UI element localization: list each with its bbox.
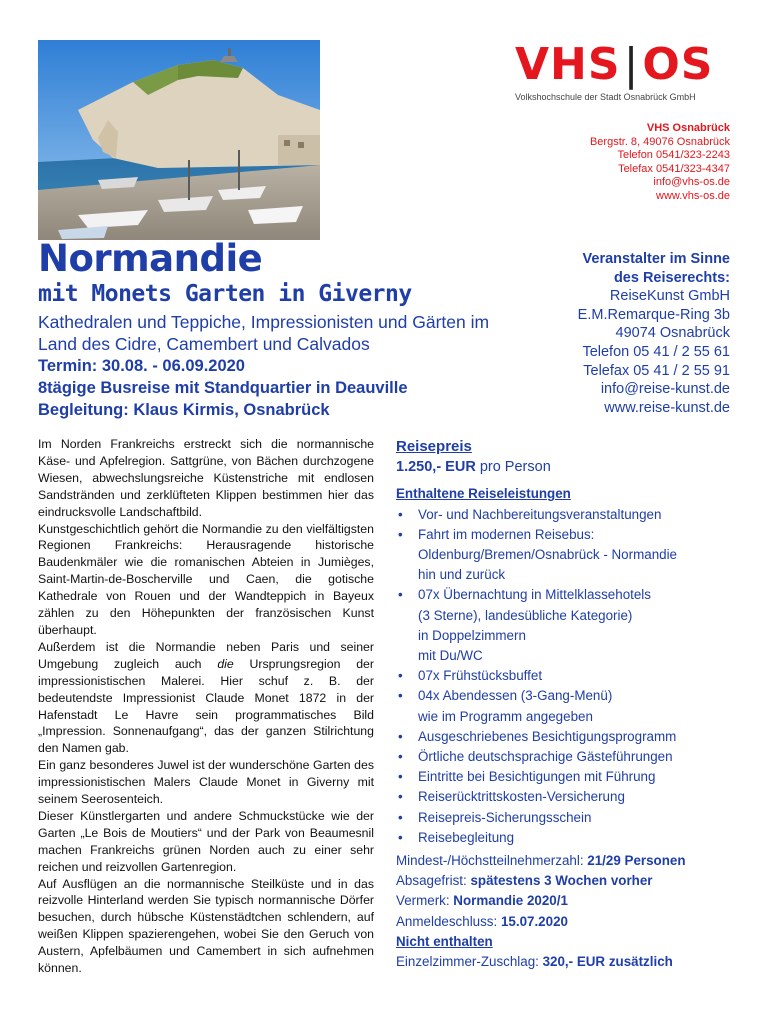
trip-guide: Begleitung: Klaus Kirmis, Osnabrück (38, 401, 330, 419)
participants-line: Mindest-/Höchstteilnehmerzahl: 21/29 Personen (396, 853, 686, 869)
included-item-line: • Reisepreis-Sicherungsschein (418, 809, 592, 825)
price-heading: Reisepreis (396, 438, 472, 455)
trip-date: Termin: 30.08. - 06.09.2020 (38, 357, 245, 375)
included-item-line: • Reiserücktrittskosten-Versicherung (418, 789, 625, 805)
organizer-fax: Telefax 05 41 / 2 55 91 (583, 362, 730, 379)
included-item (396, 585, 736, 666)
organizer-street: E.M.Remarque-Ring 3b (577, 306, 730, 323)
trip-facts (38, 355, 408, 421)
organizer-name: ReiseKunst GmbH (609, 288, 730, 305)
included-item (396, 787, 736, 807)
description-paragraph: Im Norden Frankreichs erstreckt sich die normannische Käse- und Apfelregion. Sattgrüne, von Bächen durchzogene Wiesen, abwechslungsreiche Küstenstriche mit endlosen Sandstränden und zerklüfteten Klippen bestimmen hier das eindrucksvolle Landschaftbild. (38, 437, 374, 519)
note-line: Vermerk: Normandie 2020/1 (396, 893, 568, 909)
included-item (396, 767, 736, 787)
description-paragraph: Außerdem ist die Normandie neben Paris und seiner Umgebung zugleich auch die Ursprungsregion der impressionistischen Malerei. Hier schuf z. B. der bedeutendste Impressionist Claude Monet 1872 in der Hafenstadt Le Havre sein programmatisches Bild „Impression. Sonnenaufgang“, das der ganzen Stilrichtung den Namen gab. (38, 639, 374, 756)
not-included-heading: Nicht enthalten (396, 933, 493, 949)
included-item-line: • Ausgeschriebenes Besichtigungsprogramm (418, 728, 677, 744)
included-item (396, 727, 736, 747)
organizer-email[interactable]: info@reise-kunst.de (600, 381, 730, 398)
organizer-heading-2: des Reiserechts: (613, 269, 730, 286)
price-amount: 1.250,- EUR (396, 459, 476, 476)
travel-details (396, 437, 736, 972)
included-item (396, 525, 736, 586)
included-list (396, 505, 736, 848)
vhs-email[interactable]: info@vhs-os.de (653, 176, 730, 188)
price-line (396, 457, 736, 477)
vhs-web[interactable]: www.vhs-os.de (656, 189, 730, 202)
organizer-web[interactable]: www.reise-kunst.de (604, 399, 730, 416)
description-paragraph: Dieser Künstlergarten und andere Schmuckstücke wie der Garten „Le Bois de Moutiers“ und der Park von Beaumesnil machen Frankreichs grünen Norden auch zu einer sehr reichen und reizvollen Gartenregion. (38, 808, 374, 874)
single-room-line: Einzelzimmer-Zuschlag: 320,- EUR zusätzlich (396, 954, 673, 970)
registration-line: Anmeldeschluss: 15.07.2020 (396, 913, 568, 929)
vhs-address: Bergstr. 8, 49076 Osnabrück (589, 135, 730, 148)
included-item-line: hin und zurück (418, 567, 506, 583)
organizer-heading-1: Veranstalter im Sinne (582, 251, 730, 267)
included-item-line: • Fahrt im modernen Reisebus: (418, 526, 595, 542)
description-paragraph: Kunstgeschichtlich gehört die Normandie zu den vielfältigsten Regionen Frankreichs: Herausragende historische Baudenkmäler wie die romanischen Abteien in Jumièges, Saint-Martin-de-Boscherville und Caen, die gotische Kathedrale von Rouen und der Wandteppich in Bayeux zählen zu den Höhepunkten der französischen Kunst überhaupt. (38, 521, 374, 637)
page-subtitle: mit Monets Garten in Giverny (38, 281, 412, 307)
included-item-line: • Vor- und Nachbereitungsveranstaltungen (418, 506, 662, 522)
tagline: Kathedralen und Teppiche, Impressionisten und Gärten im Land des Cidre, Camembert und Calvados (38, 312, 490, 354)
included-item-line: • Reisebegleitung (418, 829, 515, 845)
logo-subtitle: Volkshochschule der Stadt Osnabrück GmbH (515, 92, 696, 102)
included-item-line: • Eintritte bei Besichtigungen mit Führung (418, 769, 656, 785)
description-paragraph: Auf Ausflügen an die normannische Steilküste und in das reizvolle Hinterland werden Sie typisch normannische Dörfer besuchen, durch hübsche Küstenstädtchen schlendern, auf weißen Klippen spazierengehen, wobei Sie den Geruch von Austern, Apfelbäumen und Camembert in sich aufnehmen können. (38, 876, 374, 976)
included-item-line: • Örtliche deutschsprachige Gästeführungen (418, 749, 673, 765)
vhs-contact (590, 122, 730, 203)
included-item (396, 828, 736, 848)
included-item-line: in Doppelzimmern (418, 627, 526, 643)
page-title: Normandie (38, 237, 263, 280)
included-item (396, 747, 736, 767)
included-item-line: mit Du/WC (418, 648, 483, 664)
deadline-line: Absagefrist: spätestens 3 Wochen vorher (396, 873, 653, 889)
included-item-line: • 04x Abendessen (3-Gang-Menü) (418, 688, 613, 704)
vhs-logo (515, 39, 730, 102)
header-photo (38, 40, 320, 240)
included-heading: Enthaltene Reiseleistungen (396, 486, 571, 502)
included-item-line: (3 Sterne), landesübliche Kategorie) (418, 607, 633, 623)
included-item (396, 666, 736, 686)
included-item (396, 808, 736, 828)
organizer-phone: Telefon 05 41 / 2 55 61 (582, 343, 730, 360)
trip-type: 8tägige Busreise mit Standquartier in Deauville (38, 379, 408, 397)
vhs-name: VHS Osnabrück (646, 122, 730, 134)
included-item-line: • 07x Frühstücksbuffet (418, 668, 543, 684)
description-paragraph: Ein ganz besonderes Juwel ist der wunderschöne Garten des impressionistischen Malers Claude Monet in Giverny mit seinem Seerosenteich. (38, 758, 374, 807)
included-item (396, 505, 736, 525)
included-item (396, 686, 736, 726)
included-item-line: • 07x Übernachtung in Mittelklassehotels (418, 587, 651, 603)
vhs-phone: Telefon 0541/323-2243 (617, 149, 730, 161)
organizer-block (578, 250, 730, 417)
included-item-line: Oldenburg/Bremen/Osnabrück - Normandie (418, 547, 678, 563)
logo-wordmark: VHS|OS (515, 39, 714, 90)
description (38, 436, 374, 977)
price-suffix: pro Person (475, 459, 551, 476)
vhs-fax: Telefax 0541/323-4347 (618, 162, 730, 175)
organizer-city: 49074 Osnabrück (615, 325, 730, 342)
included-item-line: wie im Programm angegeben (418, 708, 593, 724)
